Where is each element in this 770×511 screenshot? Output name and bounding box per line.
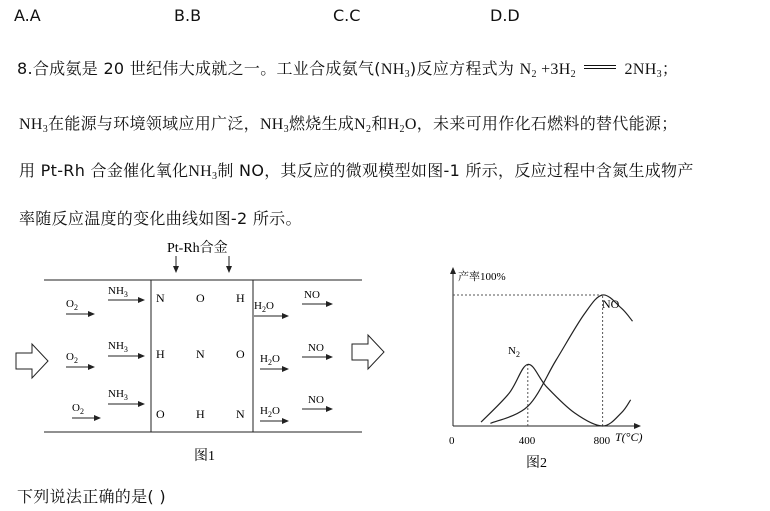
reaction-equation: $N_2 +3H_2$ $2NH_3$； — [519, 61, 679, 80]
product-no: NO — [308, 342, 324, 354]
series-n2-line — [481, 364, 631, 426]
outlet-arrow-icon — [352, 335, 384, 369]
reactant-o2: $O_2$ — [66, 298, 78, 312]
atom-grid — [156, 291, 245, 421]
figure-2-yield-chart — [440, 262, 660, 474]
series-no-line — [490, 295, 632, 423]
figure-1-reaction-model — [10, 236, 400, 468]
question-line-4: 率随反应温度的变化曲线如图-2 所示。 — [19, 209, 302, 228]
product-h2o: $H_2O$ — [260, 353, 280, 367]
series-n2-label: $N_2$ — [508, 345, 520, 359]
option-a[interactable]: A.A — [14, 6, 41, 25]
figure-2-caption: 图2 — [526, 456, 547, 471]
question-line-1: 8.合成氨是 20 世纪伟大成就之一。工业合成氨气$(NH_3)$反应方程式为 $N_2 +3H_2$ $2NH_3$； — [17, 59, 679, 80]
question-prompt: 下列说法正确的是( ) — [17, 487, 166, 506]
question-line-2: $NH_3$在能源与环境领域应用广泛，$NH_3$燃烧生成$N_2$和$H_2O$，未来可用作化石燃料的替代能源； — [19, 114, 678, 135]
atom: N — [156, 291, 165, 305]
series-no-label: NO — [602, 297, 620, 311]
inlet-arrow-icon — [16, 344, 48, 378]
atom: H — [236, 291, 245, 305]
option-d[interactable]: D.D — [490, 6, 520, 25]
option-b[interactable]: B.B — [174, 6, 202, 25]
product-no: NO — [308, 394, 324, 406]
question-line-3: 用 Pt-Rh 合金催化氧化$NH_3$制 NO，其反应的微观模型如图-1 所示，反应过程中含氮生成物产 — [19, 161, 694, 182]
equilibrium-sign — [584, 65, 616, 69]
option-c[interactable]: C.C — [333, 6, 361, 25]
x-tick-label: 0 — [449, 435, 455, 447]
reactant-o2: $O_2$ — [72, 402, 84, 416]
atom: N — [236, 407, 245, 421]
x-tick-label: 400 — [518, 435, 536, 447]
product-no: NO — [304, 289, 320, 301]
product-h2o: $H_2O$ — [254, 300, 274, 314]
atom: O — [236, 347, 245, 361]
reactant-nh3: $NH_3$ — [108, 285, 128, 299]
reactant-nh3: $NH_3$ — [108, 388, 128, 402]
figure-1-caption: 图1 — [194, 449, 215, 464]
y-axis-label: 产率100% — [458, 271, 506, 283]
reactant-o2: $O_2$ — [66, 351, 78, 365]
atom: N — [196, 347, 205, 361]
catalyst-label: Pt-Rh合金 — [167, 241, 228, 256]
atom: O — [156, 407, 165, 421]
reactant-nh3: $NH_3$ — [108, 340, 128, 354]
product-h2o: $H_2O$ — [260, 405, 280, 419]
x-axis-label: T(°C) — [615, 430, 643, 444]
atom: H — [156, 347, 165, 361]
atom: H — [196, 407, 205, 421]
atom: O — [196, 291, 205, 305]
x-tick-label: 800 — [593, 435, 611, 447]
